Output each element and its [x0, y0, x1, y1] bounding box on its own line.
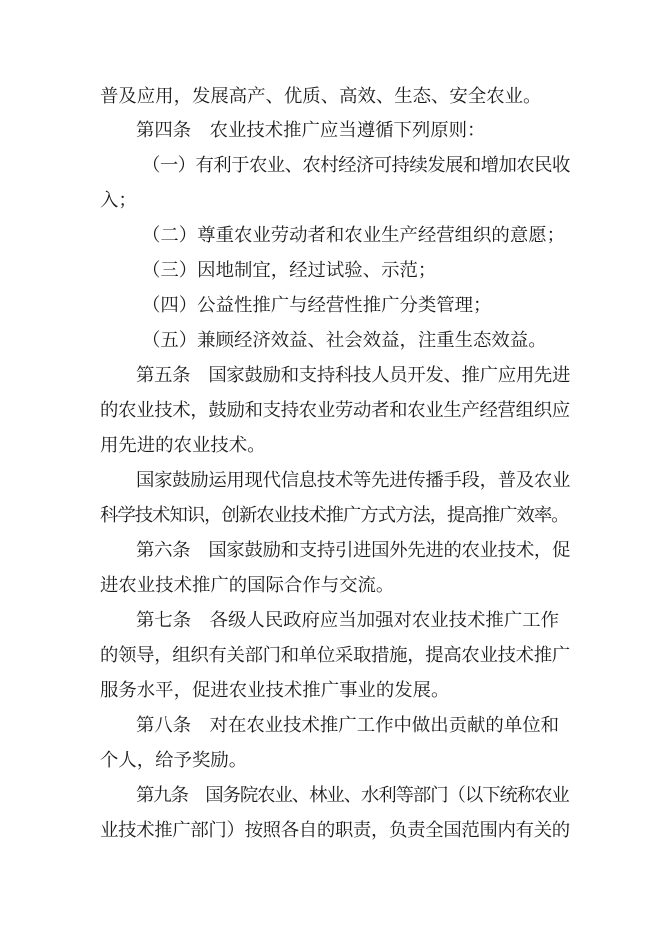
list-item-line: （三）因地制宜，经过试验、示范； — [142, 260, 437, 281]
text-line: 的农业技术，鼓励和支持农业劳动者和农业生产经营组织应 — [100, 400, 570, 421]
list-item-line: （五）兼顾经济效益、社会效益，注重生态效益。 — [142, 330, 547, 351]
article-heading-line: 第七条 各级人民政府应当加强对农业技术推广工作 — [136, 610, 559, 631]
article-heading-line: 第四条 农业技术推广应当遵循下列原则： — [136, 120, 486, 141]
list-item-line: （四）公益性推广与经营性推广分类管理； — [142, 295, 492, 316]
text-line: 服务水平，促进农业技术推广事业的发展。 — [100, 680, 450, 701]
text-line: 业技术推广部门）按照各自的职责，负责全国范围内有关的 — [100, 820, 570, 841]
text-line: 进农业技术推广的国际合作与交流。 — [100, 575, 395, 596]
text-line: 的领导，组织有关部门和单位采取措施，提高农业技术推广 — [100, 645, 570, 666]
text-line: 入； — [100, 190, 137, 211]
list-item-line: （一）有利于农业、农村经济可持续发展和增加农民收 — [142, 155, 570, 176]
list-item-line: （二）尊重农业劳动者和农业生产经营组织的意愿； — [142, 225, 565, 246]
text-line: 用先进的农业技术。 — [100, 435, 266, 456]
text-line: 普及应用，发展高产、优质、高效、生态、安全农业。 — [100, 86, 542, 107]
article-heading-line: 第六条 国家鼓励和支持引进国外先进的农业技术，促 — [136, 540, 571, 561]
article-heading-line: 第八条 对在农业技术推广工作中做出贡献的单位和 — [136, 715, 559, 736]
paragraph-first-line: 国家鼓励运用现代信息技术等先进传播手段，普及农业 — [136, 470, 571, 491]
text-line: 科学技术知识，创新农业技术推广方式方法，提高推广效率。 — [100, 505, 569, 526]
article-heading-line: 第五条 国家鼓励和支持科技人员开发、推广应用先进 — [136, 365, 571, 386]
article-heading-line: 第九条 国务院农业、林业、水利等部门（以下统称农业 — [136, 785, 569, 806]
text-line: 个人，给予奖励。 — [100, 750, 248, 771]
